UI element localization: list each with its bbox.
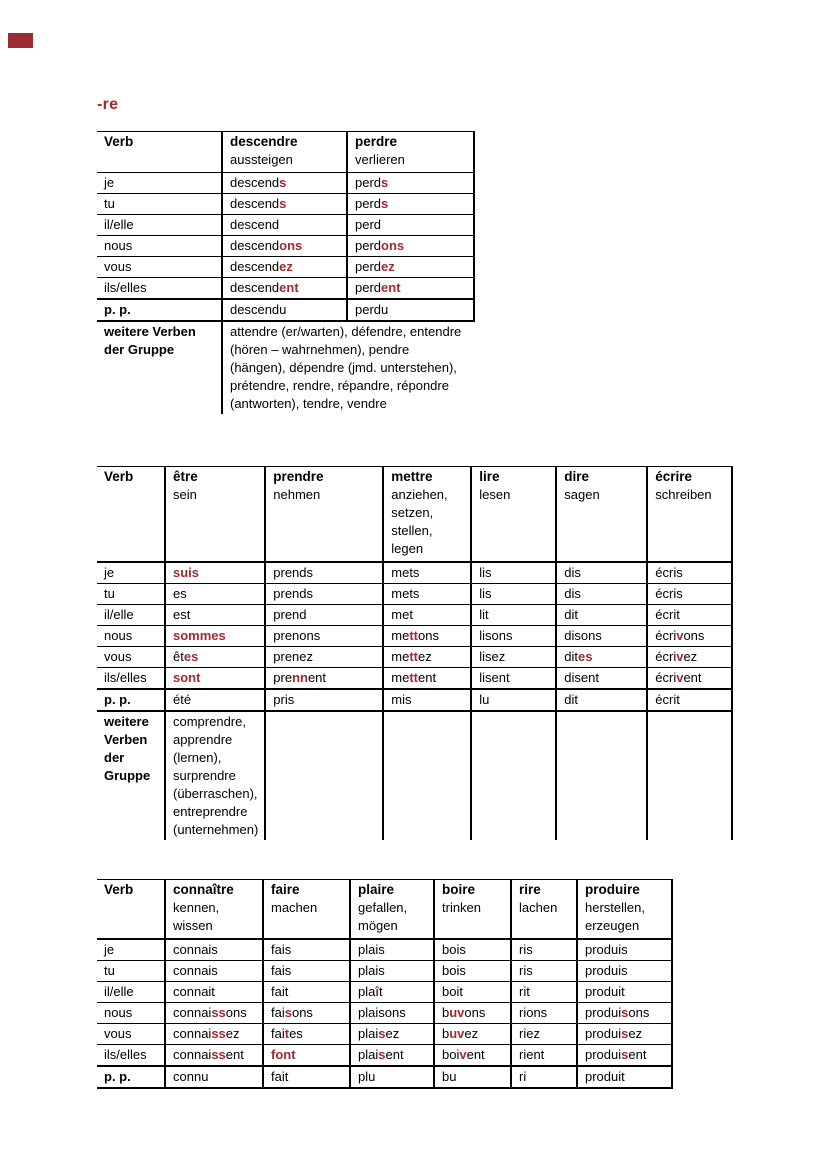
- verb-form-cell: plaisons: [350, 1003, 434, 1024]
- verb-form-cell: plaisez: [350, 1024, 434, 1045]
- verb-form-cell: boit: [434, 982, 511, 1003]
- verb-form-cell: êtes: [165, 647, 265, 668]
- verb-ending-highlight: sont: [173, 670, 201, 685]
- conjugation-row: [97, 584, 732, 605]
- verb-ending-highlight: v: [676, 649, 684, 664]
- translation-label: machen: [271, 900, 318, 915]
- conjugation-row: [97, 626, 732, 647]
- pronoun-cell: ils/elles: [97, 278, 222, 300]
- infinitive-label: produire: [585, 882, 640, 897]
- conjugation-row: [97, 961, 672, 982]
- verb-ending-highlight: ss: [211, 1005, 226, 1020]
- verb-ending-highlight: ent: [381, 280, 401, 295]
- verb-header: [350, 880, 434, 940]
- verb-form-cell: écrivez: [647, 647, 732, 668]
- verb-form-cell: connais: [165, 961, 263, 982]
- verb-form-cell: lis: [471, 584, 556, 605]
- verb-form-cell: perdons: [347, 236, 474, 257]
- empty-cell: [383, 711, 471, 840]
- verb-form-cell: produisons: [577, 1003, 672, 1024]
- pronoun-cell: nous: [97, 236, 222, 257]
- translation-label: lesen: [479, 487, 511, 502]
- verb-form-cell: descendent: [222, 278, 347, 300]
- verb-form-cell: disons: [556, 626, 647, 647]
- verb-form-cell: ris: [511, 961, 577, 982]
- verb-ending-highlight: s: [279, 196, 287, 211]
- verb-column-label: Verb: [104, 134, 134, 149]
- infinitive-label: boire: [442, 882, 476, 897]
- pronoun-cell: p. p.: [97, 299, 222, 321]
- verb-form-cell: plais: [350, 939, 434, 961]
- verb-ending-highlight: s: [621, 1026, 629, 1041]
- verb-form-cell: écris: [647, 584, 732, 605]
- verb-ending-highlight: ent: [279, 280, 299, 295]
- empty-cell: [647, 711, 732, 840]
- pronoun-cell: vous: [97, 257, 222, 278]
- conjugation-row: [97, 278, 474, 300]
- verb-form-cell: [165, 626, 265, 647]
- infinitive-label: être: [173, 469, 198, 484]
- other-verbs-list: comprendre, apprendre (lernen), surprendre (überraschen), entreprendre (unternehmen): [165, 711, 265, 840]
- verb-form-cell: bois: [434, 939, 511, 961]
- verb-ending-highlight: ons: [381, 238, 405, 253]
- pronoun-cell: il/elle: [97, 982, 165, 1003]
- pronoun-cell: tu: [97, 584, 165, 605]
- verb-ending-highlight: s: [381, 196, 389, 211]
- verb-form-cell: perdu: [347, 299, 474, 321]
- verb-ending-highlight: t: [284, 1026, 290, 1041]
- verb-ending-highlight: uv: [449, 1005, 465, 1020]
- infinitive-label: dire: [564, 469, 590, 484]
- verb-form-cell: plaît: [350, 982, 434, 1003]
- verb-form-cell: bois: [434, 961, 511, 982]
- verb-form-cell: boivent: [434, 1045, 511, 1067]
- verb-form-cell: faites: [263, 1024, 350, 1045]
- participle-row: [97, 299, 474, 321]
- verb-ending-highlight: s: [621, 1047, 629, 1062]
- translation-label: verlieren: [355, 152, 405, 167]
- verb-form-cell: écrit: [647, 605, 732, 626]
- pronoun-cell: ils/elles: [97, 668, 165, 690]
- verb-form-cell: plais: [350, 961, 434, 982]
- verb-form-cell: descendez: [222, 257, 347, 278]
- participle-row: [97, 1066, 672, 1088]
- verb-ending-highlight: tt: [409, 670, 418, 685]
- empty-cell: [471, 711, 556, 840]
- verb-form-cell: dit: [556, 605, 647, 626]
- verb-ending-highlight: ez: [279, 259, 293, 274]
- verb-header: [556, 467, 647, 563]
- verb-form-cell: [263, 1045, 350, 1067]
- verb-form-cell: perds: [347, 194, 474, 215]
- verb-header: [434, 880, 511, 940]
- verb-header: [647, 467, 732, 563]
- verb-column-label: Verb: [104, 882, 134, 897]
- conjugation-row: [97, 194, 474, 215]
- pronoun-cell: je: [97, 173, 222, 194]
- verb-form-cell: plaisent: [350, 1045, 434, 1067]
- translation-label: trinken: [442, 900, 482, 915]
- participle-row: [97, 689, 732, 711]
- header-row: [97, 467, 732, 563]
- verb-form-cell: prennent: [265, 668, 383, 690]
- conjugation-row: [97, 605, 732, 626]
- infinitive-label: prendre: [273, 469, 324, 484]
- verb-form-cell: connu: [165, 1066, 263, 1088]
- verb-ending-highlight: v: [676, 628, 684, 643]
- verb-ending-highlight: es: [578, 649, 593, 664]
- infinitive-label: faire: [271, 882, 300, 897]
- other-verbs-label: weitere Verben der Gruppe: [97, 321, 222, 414]
- verb-form-cell: buvez: [434, 1024, 511, 1045]
- pronoun-cell: nous: [97, 626, 165, 647]
- verb-form-cell: ri: [511, 1066, 577, 1088]
- translation-label: kennen, wissen: [173, 900, 220, 933]
- verb-ending-highlight: s: [378, 1047, 386, 1062]
- translation-label: lachen: [519, 900, 558, 915]
- pronoun-cell: p. p.: [97, 689, 165, 711]
- translation-label: sagen: [564, 487, 600, 502]
- verb-form-cell: lisons: [471, 626, 556, 647]
- verb-form-cell: fait: [263, 1066, 350, 1088]
- verb-column-header: [97, 132, 222, 173]
- other-verbs-row: [97, 321, 474, 414]
- conjugation-row: [97, 1024, 672, 1045]
- verb-ending-highlight: ez: [381, 259, 395, 274]
- verb-form-cell: descendons: [222, 236, 347, 257]
- verb-form-cell: produit: [577, 982, 672, 1003]
- conjugation-row: [97, 647, 732, 668]
- empty-cell: [556, 711, 647, 840]
- verb-ending-highlight: s: [621, 1005, 629, 1020]
- verb-ending-highlight: î: [375, 984, 379, 999]
- conjugation-row: [97, 562, 732, 584]
- verb-form-cell: lis: [471, 562, 556, 584]
- verb-form-cell: disent: [556, 668, 647, 690]
- verb-form-cell: fait: [263, 982, 350, 1003]
- verb-ending-highlight: s: [284, 1005, 292, 1020]
- conjugation-table-connaitre-group: [97, 879, 673, 1089]
- verb-form-cell: connaissez: [165, 1024, 263, 1045]
- verb-form-cell: mettent: [383, 668, 471, 690]
- verb-form-cell: rions: [511, 1003, 577, 1024]
- verb-form-cell: mettez: [383, 647, 471, 668]
- pronoun-cell: il/elle: [97, 215, 222, 236]
- verb-ending-highlight: v: [676, 670, 684, 685]
- header-row: [97, 132, 474, 173]
- verb-form-cell: met: [383, 605, 471, 626]
- verb-form-cell: connaissons: [165, 1003, 263, 1024]
- translation-label: anziehen, setzen, stellen, legen: [391, 487, 448, 556]
- verb-form-cell: riez: [511, 1024, 577, 1045]
- infinitive-label: descendre: [230, 134, 298, 149]
- verb-ending-highlight: sommes: [173, 628, 226, 643]
- verb-form-cell: descendu: [222, 299, 347, 321]
- verb-form-cell: dis: [556, 562, 647, 584]
- verb-column-header: [97, 467, 165, 563]
- verb-form-cell: prends: [265, 562, 383, 584]
- verb-form-cell: dis: [556, 584, 647, 605]
- verb-form-cell: [165, 562, 265, 584]
- verb-form-cell: lisez: [471, 647, 556, 668]
- verb-header: [383, 467, 471, 563]
- conjugation-row: [97, 668, 732, 690]
- pronoun-cell: p. p.: [97, 1066, 165, 1088]
- infinitive-label: lire: [479, 469, 500, 484]
- verb-form-cell: lu: [471, 689, 556, 711]
- verb-form-cell: produis: [577, 939, 672, 961]
- verb-form-cell: fais: [263, 939, 350, 961]
- infinitive-label: perdre: [355, 134, 398, 149]
- other-verbs-label: weitere Verben der Gruppe: [97, 711, 165, 840]
- conjugation-row: [97, 1045, 672, 1067]
- verb-ending-highlight: tt: [409, 628, 418, 643]
- page-corner-mark: [8, 33, 33, 48]
- verb-column-label: Verb: [104, 469, 134, 484]
- verb-form-cell: rient: [511, 1045, 577, 1067]
- other-verbs-list: attendre (er/warten), défendre, entendre (hören – wahrnehmen), pendre (hängen), dépendre (jmd. unterstehen), prétendre, rendre, répandre, répondre (antworten), tendre, vendre: [230, 324, 462, 411]
- verb-form-cell: produisez: [577, 1024, 672, 1045]
- verb-ending-highlight: ss: [211, 1047, 226, 1062]
- translation-label: nehmen: [273, 487, 321, 502]
- translation-label: aussteigen: [230, 152, 293, 167]
- section-heading: -re: [97, 96, 119, 113]
- verb-ending-highlight: es: [183, 649, 199, 664]
- verb-ending-highlight: font: [271, 1047, 296, 1062]
- verb-header: [511, 880, 577, 940]
- verb-form-cell: dit: [556, 689, 647, 711]
- header-row: [97, 880, 672, 940]
- verb-form-cell: prends: [265, 584, 383, 605]
- verb-form-cell: connait: [165, 982, 263, 1003]
- verb-form-cell: produit: [577, 1066, 672, 1088]
- infinitive-label: écrire: [655, 469, 693, 484]
- verb-ending-highlight: ss: [211, 1026, 226, 1041]
- verb-ending-highlight: tt: [409, 649, 418, 664]
- verb-form-cell: écrit: [647, 689, 732, 711]
- verb-form-cell: écrivent: [647, 668, 732, 690]
- verb-header: [265, 467, 383, 563]
- verb-header: [165, 880, 263, 940]
- infinitive-label: rire: [519, 882, 541, 897]
- verb-form-cell: connais: [165, 939, 263, 961]
- verb-form-cell: es: [165, 584, 265, 605]
- verb-form-cell: perds: [347, 173, 474, 194]
- empty-cell: [265, 711, 383, 840]
- verb-form-cell: mettons: [383, 626, 471, 647]
- verb-form-cell: mets: [383, 584, 471, 605]
- verb-header: [347, 132, 474, 173]
- pronoun-cell: je: [97, 562, 165, 584]
- verb-form-cell: est: [165, 605, 265, 626]
- conjugation-row: [97, 236, 474, 257]
- conjugation-row: [97, 982, 672, 1003]
- verb-ending-highlight: s: [381, 175, 389, 190]
- pronoun-cell: je: [97, 939, 165, 961]
- verb-ending-highlight: s: [378, 1026, 386, 1041]
- verb-form-cell: été: [165, 689, 265, 711]
- other-verbs-row: [97, 711, 732, 840]
- pronoun-cell: tu: [97, 961, 165, 982]
- verb-form-cell: faisons: [263, 1003, 350, 1024]
- verb-header: [263, 880, 350, 940]
- verb-ending-highlight: v: [459, 1047, 467, 1062]
- verb-form-cell: [165, 668, 265, 690]
- verb-form-cell: perdent: [347, 278, 474, 300]
- verb-form-cell: écris: [647, 562, 732, 584]
- verb-form-cell: lit: [471, 605, 556, 626]
- verb-form-cell: prenez: [265, 647, 383, 668]
- verb-form-cell: connaissent: [165, 1045, 263, 1067]
- verb-header: [165, 467, 265, 563]
- conjugation-row: [97, 939, 672, 961]
- verb-form-cell: mets: [383, 562, 471, 584]
- conjugation-row: [97, 257, 474, 278]
- verb-form-cell: perdez: [347, 257, 474, 278]
- conjugation-table-etre-group: [97, 466, 733, 840]
- verb-form-cell: produis: [577, 961, 672, 982]
- verb-form-cell: buvons: [434, 1003, 511, 1024]
- verb-header: [577, 880, 672, 940]
- verb-form-cell: dites: [556, 647, 647, 668]
- verb-form-cell: prenons: [265, 626, 383, 647]
- infinitive-label: connaître: [173, 882, 234, 897]
- conjugation-row: [97, 215, 474, 236]
- translation-label: gefallen, mögen: [358, 900, 408, 933]
- conjugation-row: [97, 173, 474, 194]
- pronoun-cell: vous: [97, 1024, 165, 1045]
- verb-header: [471, 467, 556, 563]
- infinitive-label: mettre: [391, 469, 433, 484]
- translation-label: schreiben: [655, 487, 712, 502]
- verb-form-cell: prend: [265, 605, 383, 626]
- verb-form-cell: bu: [434, 1066, 511, 1088]
- verb-form-cell: descends: [222, 194, 347, 215]
- verb-form-cell: lisent: [471, 668, 556, 690]
- verb-form-cell: perd: [347, 215, 474, 236]
- verb-column-header: [97, 880, 165, 940]
- pronoun-cell: nous: [97, 1003, 165, 1024]
- pronoun-cell: tu: [97, 194, 222, 215]
- verb-form-cell: pris: [265, 689, 383, 711]
- verb-form-cell: descend: [222, 215, 347, 236]
- pronoun-cell: vous: [97, 647, 165, 668]
- pronoun-cell: il/elle: [97, 605, 165, 626]
- verb-header: [222, 132, 347, 173]
- verb-form-cell: plu: [350, 1066, 434, 1088]
- verb-ending-highlight: uv: [449, 1026, 465, 1041]
- verb-form-cell: mis: [383, 689, 471, 711]
- verb-ending-highlight: suis: [173, 565, 200, 580]
- verb-form-cell: descends: [222, 173, 347, 194]
- verb-ending-highlight: nn: [292, 670, 308, 685]
- verb-form-cell: fais: [263, 961, 350, 982]
- verb-ending-highlight: ons: [279, 238, 303, 253]
- verb-form-cell: produisent: [577, 1045, 672, 1067]
- verb-form-cell: écrivons: [647, 626, 732, 647]
- conjugation-table-descendre-perdre: [97, 131, 475, 414]
- pronoun-cell: ils/elles: [97, 1045, 165, 1067]
- conjugation-row: [97, 1003, 672, 1024]
- translation-label: herstellen, erzeugen: [585, 900, 645, 933]
- verb-form-cell: ris: [511, 939, 577, 961]
- translation-label: sein: [173, 487, 197, 502]
- verb-form-cell: rit: [511, 982, 577, 1003]
- infinitive-label: plaire: [358, 882, 395, 897]
- verb-ending-highlight: s: [279, 175, 287, 190]
